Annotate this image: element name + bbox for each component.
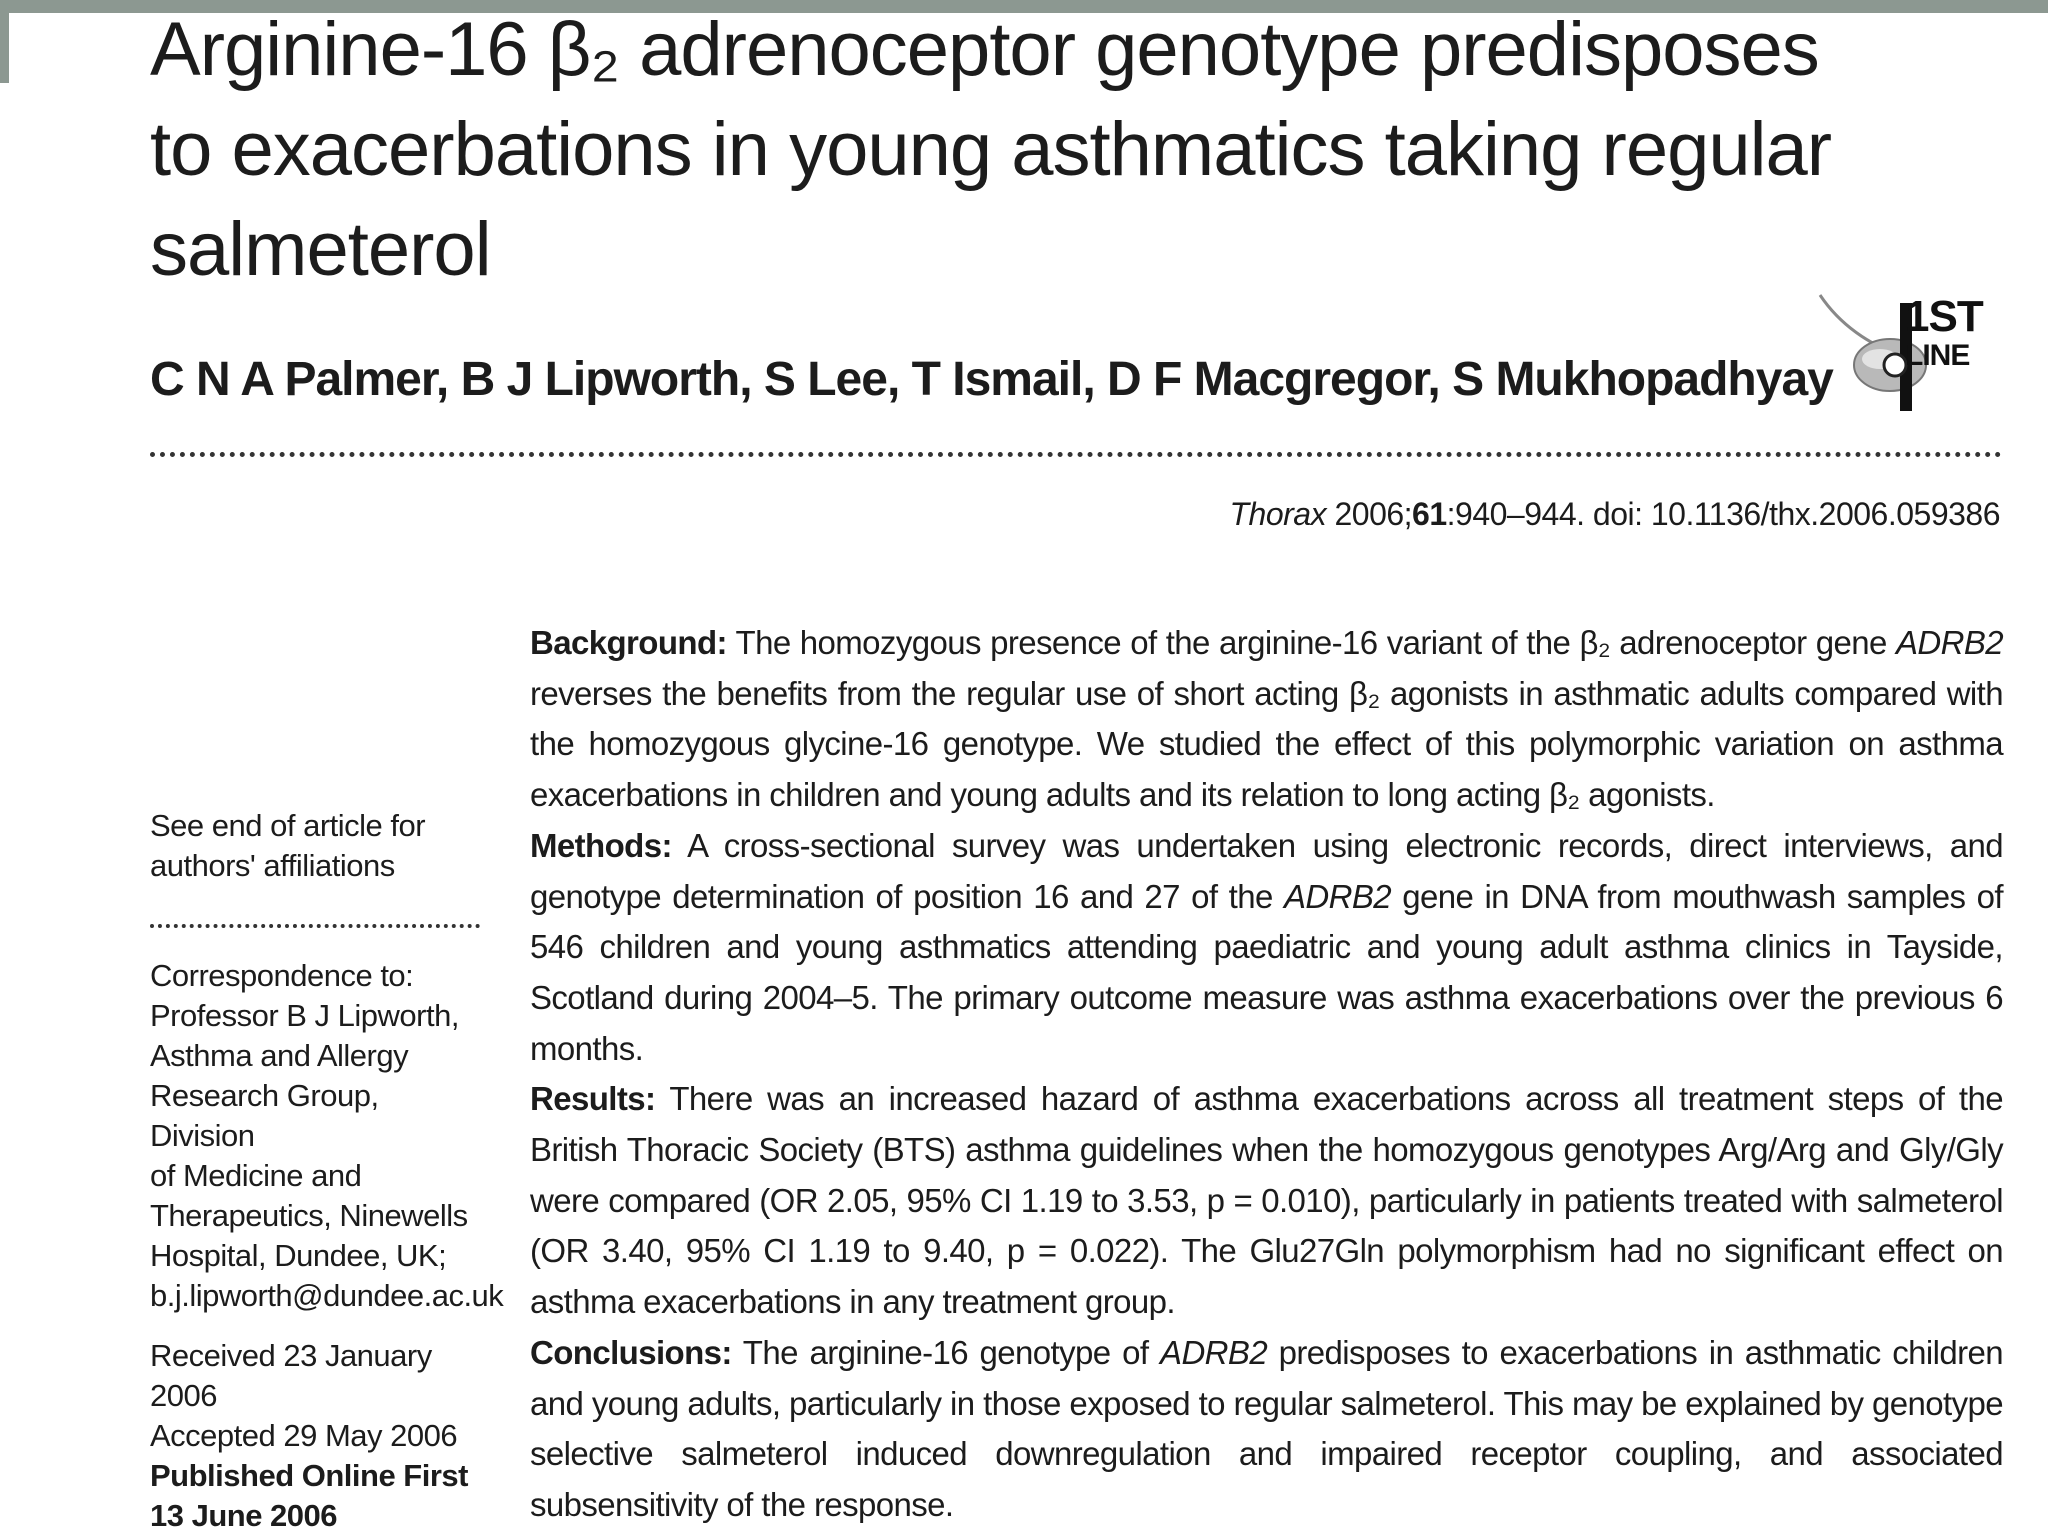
citation-pages: :940–944. <box>1446 496 1585 532</box>
article-sidebar <box>150 806 504 1536</box>
citation-doi: doi: 10.1136/thx.2006.059386 <box>1584 496 2000 532</box>
abstract-conclusions <box>530 1328 2003 1531</box>
gene-name: ADRB2 <box>1895 624 2003 661</box>
journal-name: Thorax <box>1229 496 1327 532</box>
first-line-label <box>1905 292 1983 372</box>
section-text: predisposes to exacerbations in asthmatic children and young adults, particularly in those exposed to regular salmeterol. This may be explained by genotype selective salmeterol induced downregulation and impaired receptor coupling, and associated subsensitivity of the response. <box>530 1333 2003 1523</box>
correspondence-email: b.j.lipworth@dundee.ac.uk <box>150 1278 504 1313</box>
correspondence-line: Therapeutics, Ninewells <box>150 1198 468 1233</box>
logo-line-1: 1ST <box>1905 292 1983 341</box>
abstract-background <box>530 618 2003 821</box>
gene-name: ADRB2 <box>1160 1333 1268 1371</box>
citation-year: 2006; <box>1334 496 1413 532</box>
correspondence-block <box>150 956 504 1316</box>
section-label: Methods: <box>530 826 672 864</box>
section-label: Background: <box>530 624 727 661</box>
author-list: C N A Palmer, B J Lipworth, S Lee, T Ismail, D F Macgregor, S Mukhopadhyay <box>150 353 1833 406</box>
sidebar-divider <box>150 924 480 928</box>
logo-line-2: LINE <box>1905 339 1970 372</box>
correspondence-line: Research Group, Division <box>150 1078 379 1153</box>
gene-name: ADRB2 <box>1283 877 1392 915</box>
section-label: Conclusions: <box>530 1333 732 1371</box>
abstract-methods <box>530 821 2003 1075</box>
correspondence-line: Hospital, Dundee, UK; <box>150 1238 447 1273</box>
section-text: A cross-sectional survey was undertaken using electronic records, direct interviews, and genotype determination of position 16 and 27 of the <box>530 826 2003 915</box>
section-text: The arginine-16 genotype of <box>731 1333 1161 1371</box>
section-text: There was an increased hazard of asthma exacerbations across all treatment steps of the British Thoracic Society (BTS) asthma guidelines when the homozygous genotypes Arg/Arg and Gly/Gly were compared (OR 2.05, 95% CI 1.19 to 3.53, p = 0.010), particularly in patients treated with salmeterol (OR 3.40, 95% CI 1.19 to 9.40, p = 0.022). The Glu27Gln polymorphism had no significant effect on asthma exacerbations in any treatment group. <box>530 1080 2003 1321</box>
left-frame-tab <box>0 13 9 83</box>
section-text: reverses the benefits from the regular use of short acting β₂ agonists in asthmatic adults compared with the homozygous glycine-16 genotype. We studied the effect of this polymorphic variation on asthma exacerbations in children and young adults and its relation to long acting β₂ agonists. <box>530 674 2003 814</box>
article-title: Arginine-16 β₂ adrenoceptor genotype predisposes to exacerbations in young asthmatics taking regular salmeterol <box>150 7 1832 292</box>
affiliations-line: authors' affiliations <box>150 848 395 883</box>
header-divider <box>150 452 2002 457</box>
correspondence-line: of Medicine and <box>150 1158 362 1193</box>
correspondence-line: Professor B J Lipworth, <box>150 998 459 1033</box>
affiliations-note <box>150 806 490 886</box>
accepted-date: Accepted 29 May 2006 <box>150 1418 458 1453</box>
section-label: Results: <box>530 1080 656 1118</box>
correspondence-line: Asthma and Allergy <box>150 1038 409 1073</box>
published-label: Published Online First <box>150 1458 468 1493</box>
abstract-results <box>530 1074 2003 1328</box>
received-date: Received 23 January 2006 <box>150 1338 432 1413</box>
correspondence-line: Correspondence to: <box>150 958 414 993</box>
published-date: 13 June 2006 <box>150 1498 338 1533</box>
affiliations-line: See end of article for <box>150 808 426 843</box>
citation-volume: 61 <box>1412 496 1447 532</box>
section-text: The homozygous presence of the arginine-16 variant of the β₂ adrenoceptor gene <box>726 624 1896 661</box>
citation <box>1229 496 2000 533</box>
abstract <box>530 618 2003 1531</box>
section-text: gene in DNA from mouthwash samples of 546 children and young asthmatics attending paediatric and young adult asthma clinics in Tayside, Scotland during 2004–5. The primary outcome measure was asthma exacerbations over the previous 6 months. <box>530 877 2003 1067</box>
dates-block <box>150 1336 490 1536</box>
